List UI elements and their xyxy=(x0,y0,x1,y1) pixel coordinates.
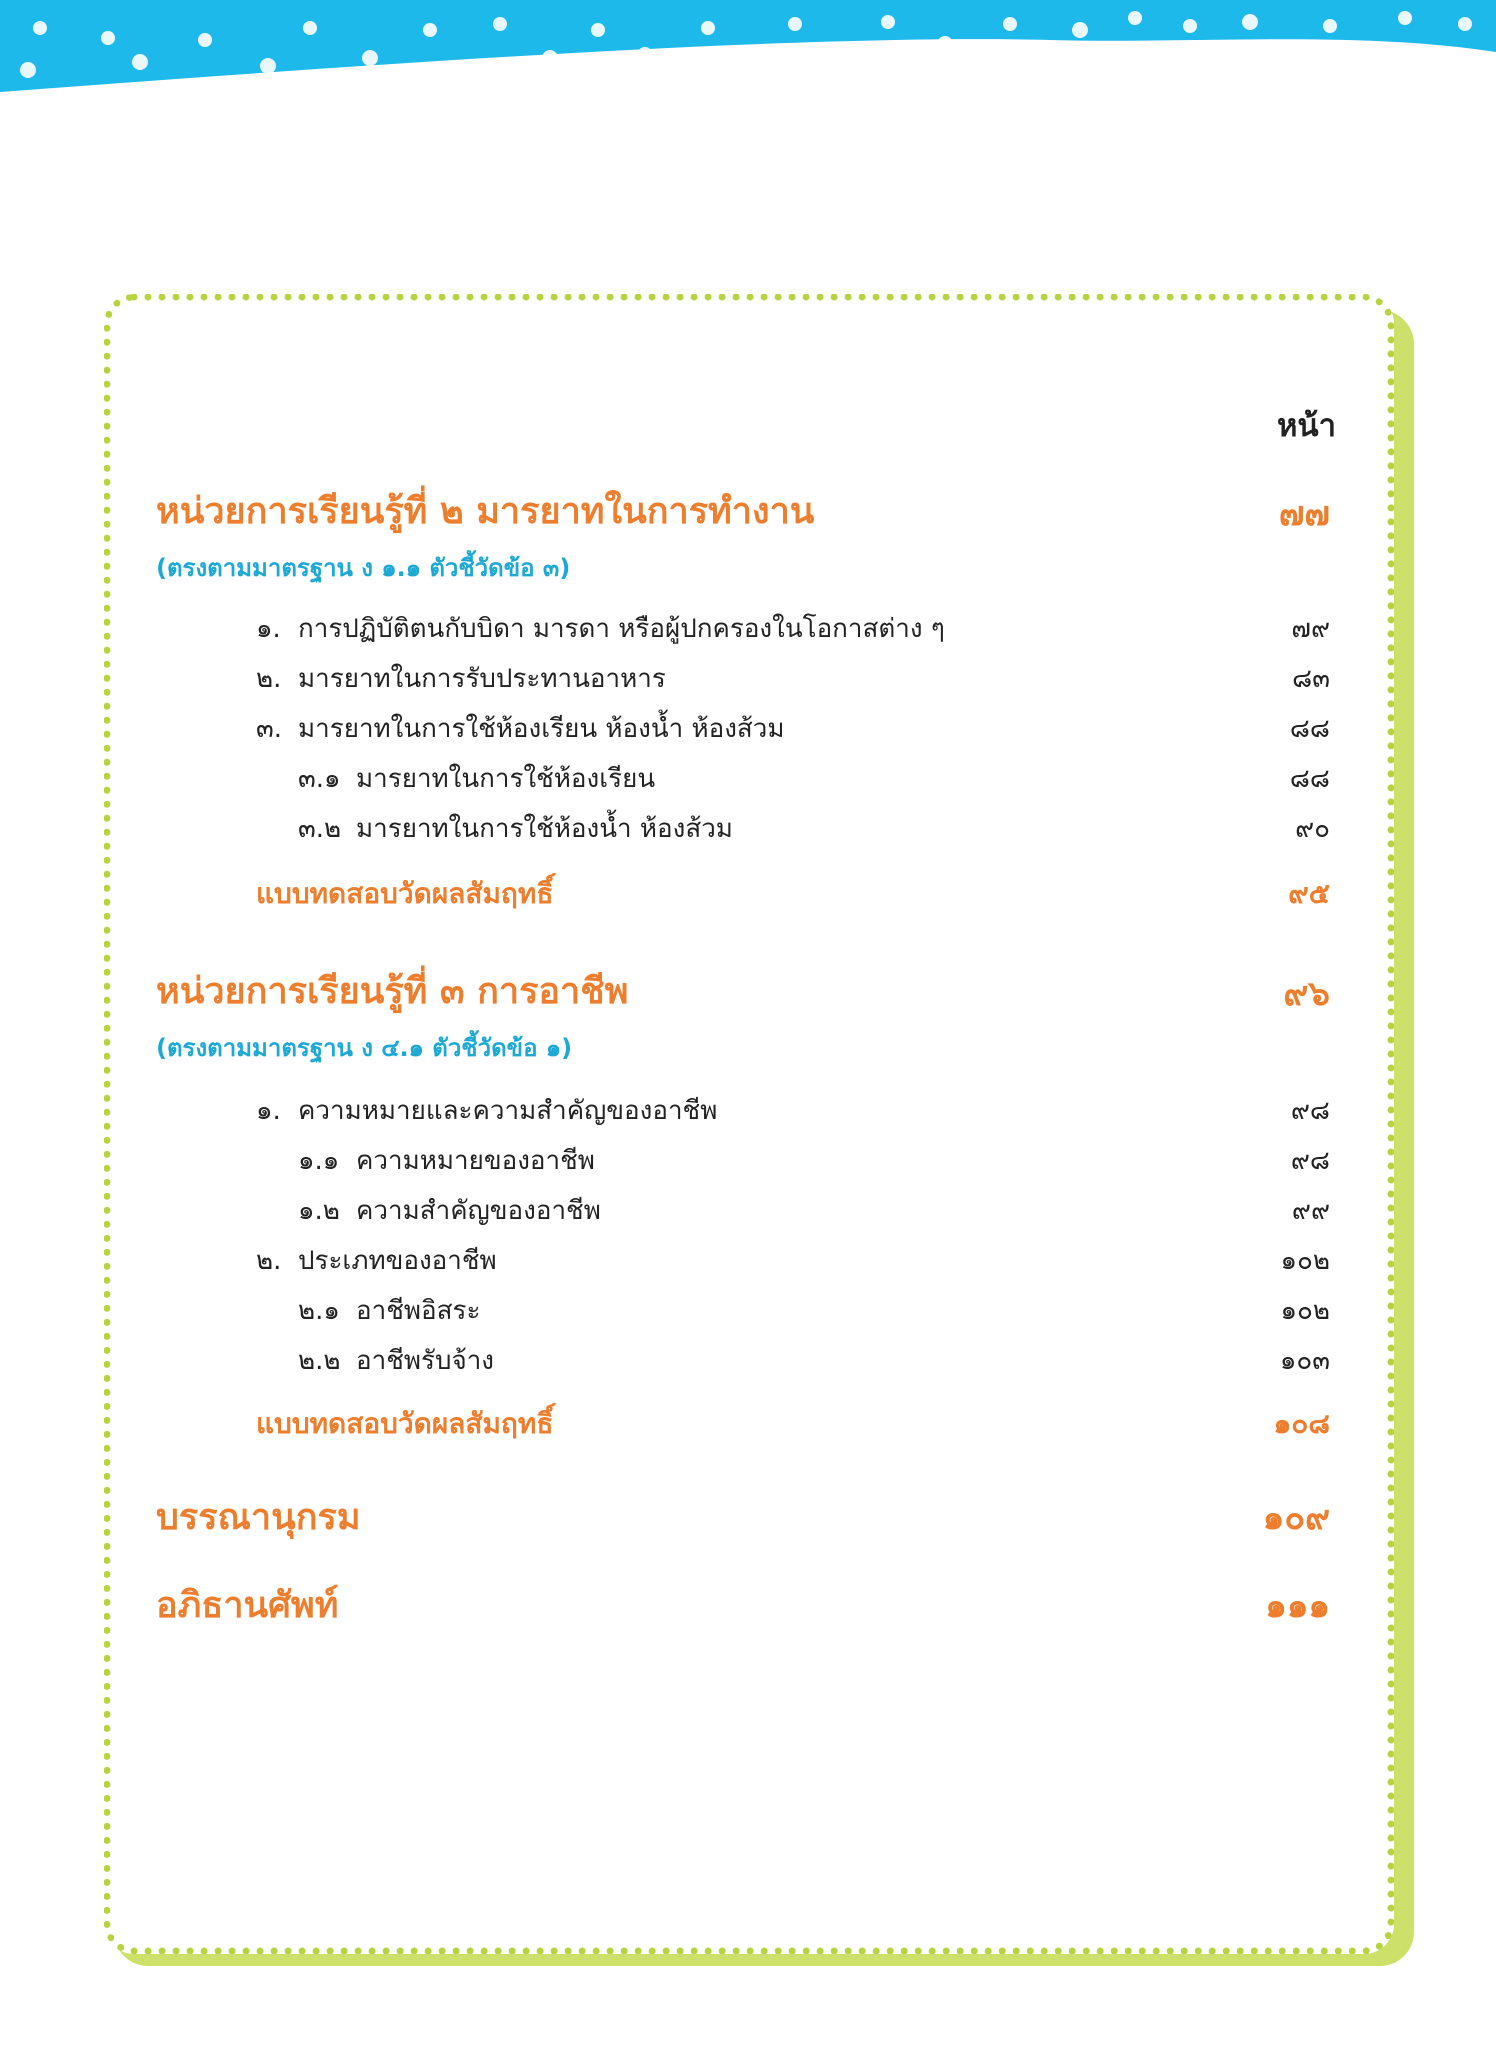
unit-2-standard: (ตรงตามมาตรฐาน ง ๑.๑ ตัวชี้วัดข้อ ๓) xyxy=(156,554,571,582)
toc-subentry-page: ๙๐ xyxy=(1295,814,1330,844)
toc-entry-text: การปฏิบัติตนกับบิดา มารดา หรือผู้ปกครองในโอกาสต่าง ๆ xyxy=(298,614,945,644)
toc-subentry-number: ๑.๑ xyxy=(298,1146,340,1176)
toc-entry-page: ๘๓ xyxy=(1292,664,1330,694)
toc-subentry-text: มารยาทในการใช้ห้องน้ำ ห้องส้วม xyxy=(356,814,733,844)
unit-3-standard: (ตรงตามมาตรฐาน ง ๔.๑ ตัวชี้วัดข้อ ๑) xyxy=(156,1034,573,1062)
unit-3-test-page: ๑๐๘ xyxy=(1273,1407,1330,1440)
decorative-wave-banner xyxy=(0,0,1496,110)
toc-subentry-page: ๑๐๓ xyxy=(1279,1346,1330,1376)
toc-subentry-text: ความหมายของอาชีพ xyxy=(356,1146,595,1176)
toc-subentry-page: ๑๐๒ xyxy=(1280,1296,1330,1326)
toc-subentry-number: ๒.๑ xyxy=(298,1296,340,1326)
toc-entry-text: ประเภทของอาชีพ xyxy=(298,1246,497,1276)
toc-subentry-text: มารยาทในการใช้ห้องเรียน xyxy=(356,764,656,794)
toc-subentry-text: อาชีพอิสระ xyxy=(356,1296,481,1326)
bibliography-page: ๑๐๙ xyxy=(1262,1498,1330,1538)
unit-3-title: หน่วยการเรียนรู้ที่ ๓ การอาชีพ xyxy=(156,971,629,1012)
page-column-header: หน้า xyxy=(1276,408,1336,444)
unit-2-test-page: ๙๕ xyxy=(1288,877,1330,910)
toc-entry-text: มารยาทในการรับประทานอาหาร xyxy=(298,664,666,694)
toc-entry-text: มารยาทในการใช้ห้องเรียน ห้องน้ำ ห้องส้วม xyxy=(298,714,785,744)
toc-subentry-text: อาชีพรับจ้าง xyxy=(356,1346,494,1376)
toc-subentry-text: ความสำคัญของอาชีพ xyxy=(356,1196,601,1226)
glossary-title: อภิธานศัพท์ xyxy=(156,1585,339,1626)
toc-entry-number: ๒. xyxy=(256,1246,282,1276)
toc-subentry-number: ๓.๑ xyxy=(298,764,341,794)
toc-subentry-page: ๘๘ xyxy=(1289,764,1330,794)
toc-entry-number: ๑. xyxy=(256,614,281,644)
toc-entry-page: ๑๐๒ xyxy=(1280,1246,1330,1276)
toc-entry-page: ๙๘ xyxy=(1290,1096,1330,1126)
toc-entry-number: ๒. xyxy=(256,664,282,694)
toc-subentry-number: ๓.๒ xyxy=(298,814,342,844)
toc-subentry-page: ๙๘ xyxy=(1290,1146,1330,1176)
toc-entry-page: ๗๙ xyxy=(1291,614,1330,644)
glossary-page: ๑๑๑ xyxy=(1265,1586,1330,1626)
toc-entry-text: ความหมายและความสำคัญของอาชีพ xyxy=(298,1096,718,1126)
unit-2-title: หน่วยการเรียนรู้ที่ ๒ มารยาทในการทำงาน xyxy=(156,491,815,532)
unit-2-test-label: แบบทดสอบวัดผลสัมฤทธิ์ xyxy=(256,877,554,910)
toc-entry-page: ๘๘ xyxy=(1289,714,1330,744)
toc-subentry-page: ๙๙ xyxy=(1291,1196,1330,1226)
toc-entry-number: ๓. xyxy=(256,714,283,744)
unit-3-page: ๙๖ xyxy=(1283,974,1330,1014)
toc-entry-number: ๑. xyxy=(256,1096,281,1126)
unit-2-page: ๗๗ xyxy=(1278,494,1330,534)
toc-subentry-number: ๒.๒ xyxy=(298,1346,341,1376)
unit-3-test-label: แบบทดสอบวัดผลสัมฤทธิ์ xyxy=(256,1407,554,1440)
bibliography-title: บรรณานุกรม xyxy=(156,1497,361,1538)
toc-subentry-number: ๑.๒ xyxy=(298,1196,340,1226)
